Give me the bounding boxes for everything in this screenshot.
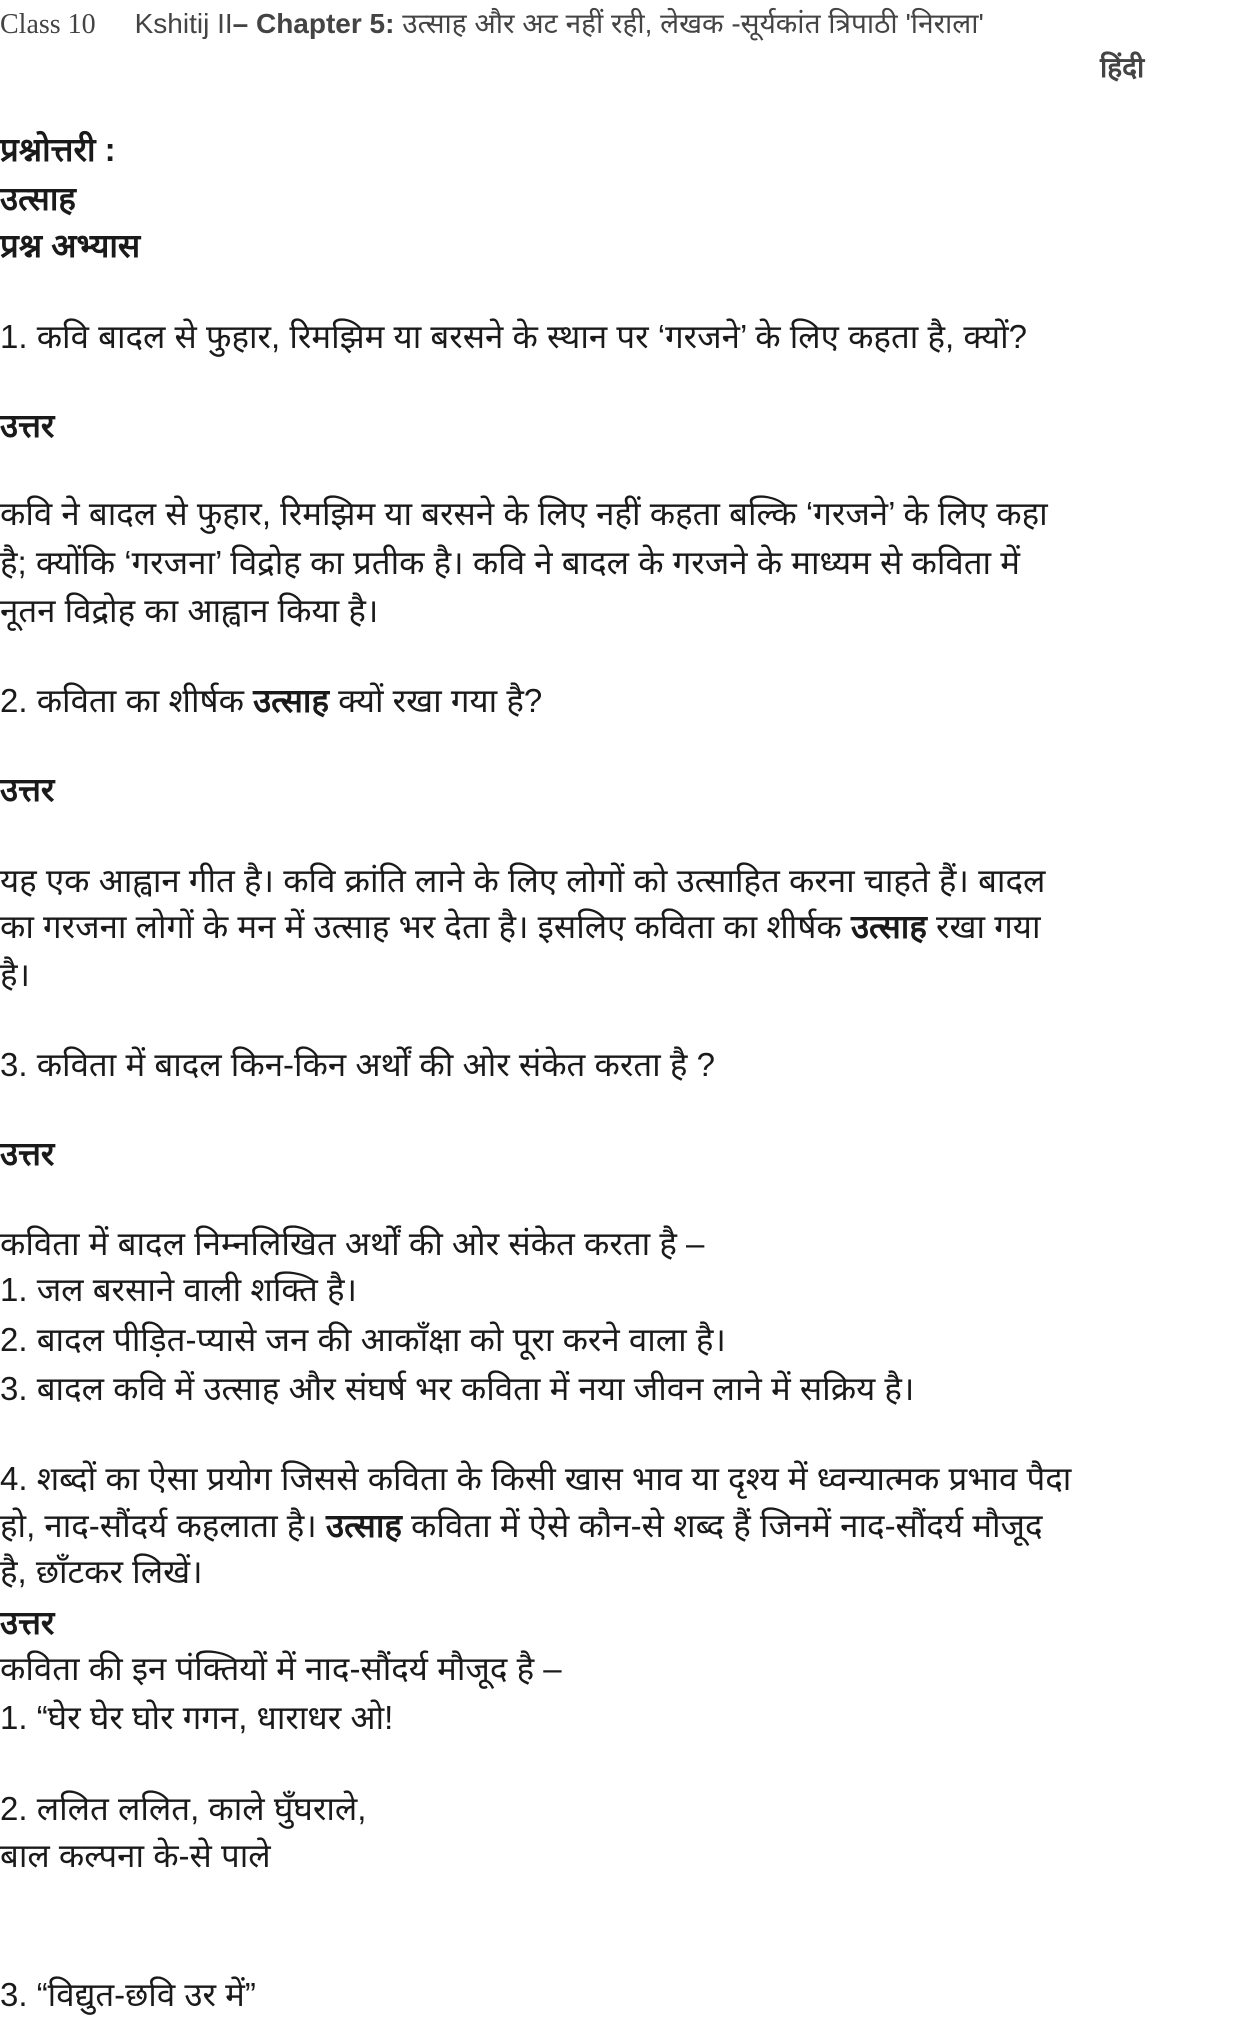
answer-label: उत्तर <box>0 1604 55 1641</box>
answer-1-line: कवि ने बादल से फुहार, रिमझिम या बरसने के लिए नहीं कहता बल्कि ‘गरजने’ के लिए कहा <box>0 495 1048 532</box>
chapter-title: उत्साह और अट नहीं रही, लेखक -सूर्यकांत त्रिपाठी 'निराला' <box>402 8 984 39</box>
answer-4-example: 1. “घेर घेर घोर गगन, धाराधर ओ! <box>0 1699 394 1736</box>
answer-label: उत्तर <box>0 771 55 808</box>
answer-text: रखा गया <box>926 908 1041 945</box>
question-text: कविता में ऐसे कौन-से शब्द हैं जिनमें नाद-सौंदर्य मौजूद <box>401 1507 1043 1544</box>
header-line <box>0 0 984 48</box>
poem-title-bold: उत्साह <box>325 1507 402 1544</box>
answer-3-line: 1. जल बरसाने वाली शक्ति है। <box>0 1271 358 1308</box>
question-text: क्यों रखा गया है? <box>329 682 543 719</box>
answer-4-intro: कविता की इन पंक्तियों में नाद-सौंदर्य मौजूद है – <box>0 1650 562 1687</box>
answer-4-example: 3. “विद्युत-छवि उर में” <box>0 1976 256 2013</box>
answer-1-line: है; क्योंकि ‘गरजना’ विद्रोह का प्रतीक है। कवि ने बादल के गरजने के माध्यम से कविता में <box>0 544 1020 581</box>
answer-4-example: 2. ललित ललित, काले घुँघराले, <box>0 1790 367 1827</box>
answer-4-example: बाल कल्पना के-से पाले <box>0 1837 271 1874</box>
answer-3-line: 2. बादल पीड़ित-प्यासे जन की आकाँक्षा को पूरा करने वाला है। <box>0 1321 726 1358</box>
class-label: Class 10 <box>0 9 96 40</box>
question-2 <box>0 677 542 725</box>
answer-label: उत्तर <box>0 1135 55 1172</box>
question-text: 2. कविता का शीर्षक <box>0 682 254 719</box>
chapter-label: – Chapter 5: <box>232 8 395 39</box>
question-4-line: है, छाँटकर लिखें। <box>0 1553 203 1590</box>
poem-heading: उत्साह <box>0 180 76 217</box>
answer-2-line: यह एक आह्वान गीत है। कवि क्रांति लाने के लिए लोगों को उत्साहित करना चाहते हैं। बादल <box>0 862 1046 899</box>
answer-label: उत्तर <box>0 407 55 444</box>
answer-1-line: नूतन विद्रोह का आह्वान किया है। <box>0 592 379 629</box>
answer-2-line: है। <box>0 956 31 993</box>
answer-3-line: 3. बादल कवि में उत्साह और संघर्ष भर कविता में नया जीवन लाने में सक्रिय है। <box>0 1370 915 1407</box>
answer-3-line: कविता में बादल निम्नलिखित अर्थों की ओर संकेत करता है – <box>0 1225 705 1262</box>
question-4-line: 4. शब्दों का ऐसा प्रयोग जिससे कविता के किसी खास भाव या दृश्य में ध्वन्यात्मक प्रभाव पैदा <box>0 1460 1072 1497</box>
exercise-heading: प्रश्न अभ्यास <box>0 227 141 264</box>
poem-title-bold: उत्साह <box>850 908 927 945</box>
answer-text: का गरजना लोगों के मन में उत्साह भर देता है। इसलिए कविता का शीर्षक <box>0 908 851 945</box>
question-3: 3. कविता में बादल किन-किन अर्थों की ओर संकेत करता है ? <box>0 1046 715 1083</box>
section-heading: प्रश्नोत्तरी : <box>0 131 116 168</box>
question-4-line <box>0 1502 1043 1550</box>
question-text: हो, नाद-सौंदर्य कहलाता है। <box>0 1507 326 1544</box>
subject-label: हिंदी <box>1100 52 1145 83</box>
poem-title-bold: उत्साह <box>253 682 329 719</box>
answer-2-line <box>0 903 1041 951</box>
question-1: 1. कवि बादल से फुहार, रिमझिम या बरसने के स्थान पर ‘गरजने’ के लिए कहता है, क्यों? <box>0 318 1028 355</box>
book-name: Kshitij II <box>134 8 233 39</box>
